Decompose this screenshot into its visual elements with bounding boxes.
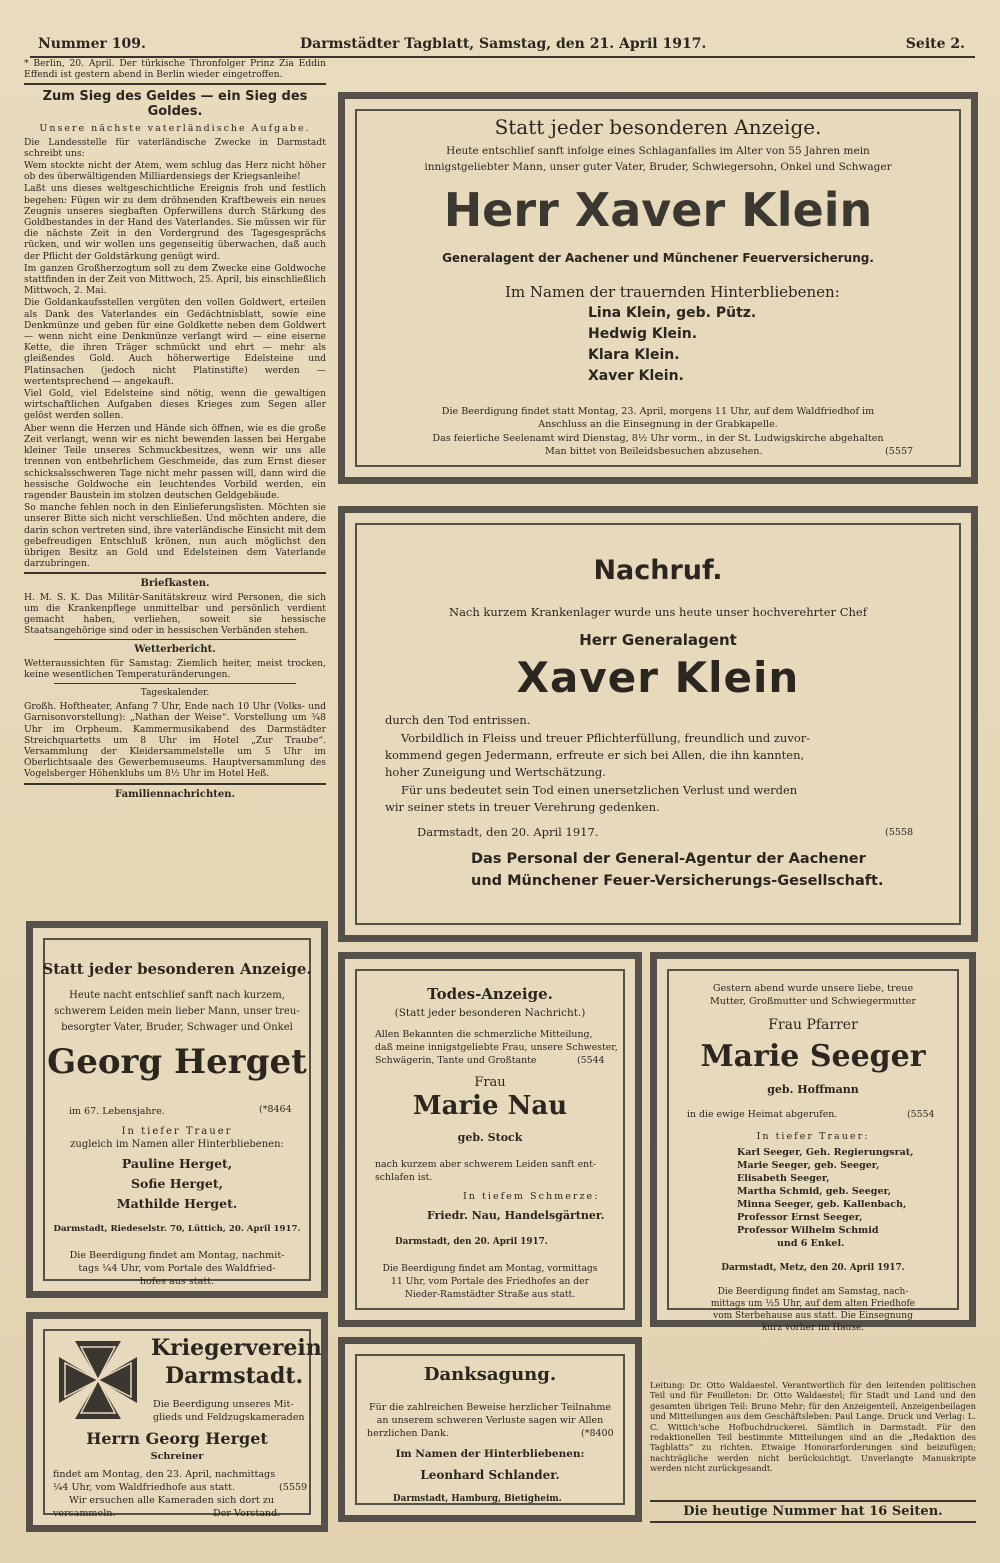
article-subheadline: Unsere nächste vaterländische Aufgabe. — [39, 123, 311, 135]
ad-code: (*8464 — [259, 1104, 292, 1115]
mourner-name: Karl Seeger, Geh. Regierungsrat, — [737, 1147, 914, 1158]
ad-title: Darmstadt. — [165, 1363, 304, 1389]
ad-text: kurz vorher im Hause. — [761, 1323, 865, 1333]
mourner-name: Professor Wilhelm Schmid — [737, 1225, 879, 1236]
ad-title: Kriegerverein — [151, 1335, 322, 1361]
masthead-title: Darmstädter Tagblatt, Samstag, den 21. April 1917. — [300, 36, 707, 52]
ad-text: Die Beerdigung unseres Mit- — [153, 1399, 294, 1410]
mourner-name: Elisabeth Seeger, — [737, 1173, 830, 1184]
ad-title: Danksagung. — [423, 1364, 557, 1385]
ad-text: Anschluss an die Einsegnung in der Grabkapelle. — [538, 419, 778, 430]
deceased-name: Herrn Georg Herget — [86, 1429, 268, 1448]
ad-code: (5558 — [885, 827, 914, 838]
obituary-ad-nau — [338, 952, 642, 1327]
ad-code: (5559 — [279, 1482, 308, 1493]
ad-text: Schwägerin, Tante und Großtante — [375, 1055, 537, 1066]
ad-text: daß meine innigstgeliebte Frau, unsere Schwester, — [375, 1042, 618, 1053]
ad-signature: Der Vorstand. — [213, 1508, 281, 1519]
ad-text: versammeln. — [53, 1508, 116, 1519]
mourner-name: Mathilde Herget. — [116, 1196, 238, 1211]
ad-date: Darmstadt, den 20. April 1917. — [395, 1237, 548, 1247]
ad-text: zugleich im Namen aller Hinterbliebenen: — [70, 1139, 284, 1150]
ad-text: Gestern abend wurde unsere liebe, treue — [712, 983, 914, 994]
ad-text: in die ewige Heimat abgerufen. — [687, 1109, 838, 1120]
divider — [54, 639, 296, 640]
ad-text: innigstgeliebter Mann, unser guter Vater, Bruder, Schwiegersohn, Onkel und Schwager — [424, 161, 892, 173]
article-paragraph: Aber wenn die Herzen und Hände sich öffnen, wie es die große Zeit verlangt, wenn wir es nicht bewenden lassen bei Hergabe kleiner Teile unseres Schmuckbesitzes, wenn wir uns alle trennen von entbehrlichem Geschmeide, das zum Ernst dieser schicksalsschweren Tage nicht mehr passen will, dann wird die hessische Goldwoche ein leuchtendes Vorbild werden, ein ragender Baustein im stolzen deutschen Geldgebäude. — [24, 422, 326, 501]
ad-signature: Leonhard Schlander. — [420, 1468, 560, 1482]
ad-text: Die Beerdigung findet am Montag, vormittags — [382, 1263, 598, 1274]
mourner-name: Marie Seeger, geb. Seeger, — [737, 1160, 880, 1171]
ad-place: Darmstadt, Riedeselstr. 70, Lüttich, 20. April 1917. — [53, 1224, 301, 1234]
ad-subtitle: Herr Generalagent — [579, 631, 737, 649]
ad-text: nach kurzem aber schwerem Leiden sanft ent- — [375, 1159, 597, 1170]
ad-signature: und Münchener Feuer-Versicherungs-Gesellschaft. — [471, 873, 884, 889]
ad-code: (5554 — [907, 1109, 935, 1120]
masthead — [30, 34, 975, 58]
obituary-ad-seeger — [650, 952, 976, 1333]
ad-text: Vorbildlich in Fleiss und treuer Pflichterfüllung, freundlich und zuvor- — [401, 731, 811, 745]
page-count-note: Die heutige Nummer hat 16 Seiten. — [650, 1500, 976, 1523]
article-paragraph: So manche fehlen noch in den Einlieferungslisten. Möchten sie unserer Bitte sich nicht verschließen. Und möchten andere, die darin schon vertreten sind, ihre vaterländische Einsicht mit dem gebefreudigen Entschluß krönen, nun auch möglichst den übrigen Besitz an Gold und Edelsteinen dem Vaterlande darzubringen. — [24, 502, 326, 570]
mourner-name: Hedwig Klein. — [588, 326, 698, 342]
ad-title: Nachruf. — [593, 555, 723, 586]
news-item: * Berlin, 20. April. Der türkische Thronfolger Prinz Zia Eddin Effendi ist gestern abend in Berlin wieder eingetroffen. — [24, 58, 326, 81]
ad-text: Die Beerdigung findet am Samstag, nach- — [717, 1287, 909, 1297]
ad-text: durch den Tod entrissen. — [385, 713, 531, 727]
ad-title: Statt jeder besonderen Anzeige. — [494, 115, 822, 139]
deceased-name: Marie Nau — [412, 1091, 568, 1121]
ad-text: Im Namen der Hinterbliebenen: — [395, 1448, 585, 1460]
ad-text: findet am Montag, den 23. April, nachmittags — [53, 1469, 276, 1480]
ad-text: Frau — [474, 1075, 506, 1090]
page-number: Seite 2. — [905, 36, 965, 52]
mourner-name: Sofie Herget, — [131, 1176, 223, 1191]
mourner-name: Martha Schmid, geb. Seeger, — [737, 1186, 892, 1197]
ad-text: Frau Pfarrer — [768, 1017, 858, 1033]
ad-text: Das feierliche Seelenamt wird Dienstag, 8½ Uhr vorm., in der St. Ludwigskirche abgehalten — [432, 433, 884, 444]
ad-text: hofes aus statt. — [139, 1276, 215, 1287]
ad-text: Mutter, Großmutter und Schwiegermutter — [709, 996, 917, 1007]
ad-signature: Das Personal der General-Agentur der Aachener — [471, 851, 866, 867]
ad-text: Für uns bedeutet sein Tod einen unersetzlichen Verlust und werden — [401, 783, 798, 797]
ad-title: Todes-Anzeige. — [427, 985, 553, 1003]
ad-text: Heute nacht entschlief sanft nach kurzem, — [69, 990, 285, 1001]
ad-text: kommend gegen Jedermann, erfreute er sich bei Allen, die ihn kannten, — [385, 748, 805, 762]
divider — [24, 783, 326, 785]
ad-text: an unserem schweren Verluste sagen wir Allen — [376, 1415, 604, 1426]
deceased-name: Xaver Klein — [516, 653, 800, 702]
iron-cross-icon — [55, 1337, 141, 1423]
ad-text: vom Sterbehause aus statt. Die Einsegnung — [713, 1311, 913, 1321]
ad-text: wir seiner stets in treuer Verehrung gedenken. — [385, 800, 660, 814]
ad-text: schwerem Leiden mein lieber Mann, unser treu- — [54, 1006, 300, 1017]
section-heading: Wetterbericht. — [134, 644, 216, 656]
divider — [54, 683, 296, 684]
article-paragraph: Wem stockte nicht der Atem, wem schlug das Herz nicht höher ob des überwältigenden Milliardensiegs der Kriegsanleihe! — [24, 160, 326, 183]
ad-text: mittags um ½5 Uhr, auf dem alten Friedhofe — [710, 1299, 916, 1309]
ad-text: Für die zahlreichen Beweise herzlicher Teilnahme — [369, 1402, 611, 1413]
ad-text: In tiefer Trauer — [121, 1126, 233, 1137]
ad-text: hoher Zuneigung und Wertschätzung. — [385, 765, 606, 779]
ad-text: In tiefem Schmerze: — [463, 1191, 600, 1202]
thanks-ad-schlander — [338, 1337, 642, 1522]
ad-code: (5544 — [577, 1055, 605, 1066]
section-text: H. M. S. K. Das Militär-Sanitätskreuz wird Personen, die sich um die Krankenpflege unmittelbar und persönlich verdient gemacht haben, verliehen, soweit sie hessische Staatsangehörige sind oder in hessischen Verbänden stehen. — [24, 591, 326, 637]
issue-number: Nummer 109. — [38, 36, 146, 52]
mourner-name: Lina Klein, geb. Pütz. — [588, 305, 757, 321]
mourner-name: Pauline Herget, — [121, 1156, 233, 1171]
ad-text: 11 Uhr, vom Portale des Friedhofes an der — [391, 1276, 589, 1287]
ad-role: Generalagent der Aachener und Münchener Feuerversicherung. — [442, 251, 874, 265]
ad-text: Nach kurzem Krankenlager wurde uns heute unser hochverehrter Chef — [449, 605, 867, 619]
obituary-ad-klein — [338, 92, 978, 484]
ad-signature: Friedr. Nau, Handelsgärtner. — [427, 1209, 605, 1222]
divider — [24, 572, 326, 574]
ad-text: Man bittet von Beileidsbesuchen abzusehen. — [545, 446, 763, 457]
ad-text: Heute entschlief sanft infolge eines Schlaganfalles im Alter von 55 Jahren mein — [446, 145, 870, 157]
ad-date: Darmstadt, Hamburg, Bietigheim. — [393, 1494, 562, 1504]
mourner-name: Klara Klein. — [588, 347, 680, 363]
ad-date: Darmstadt, Metz, den 20. April 1917. — [721, 1263, 905, 1273]
obituary-ad-kriegerverein — [26, 1312, 328, 1532]
section-text: Großh. Hoftheater, Anfang 7 Uhr, Ende nach 10 Uhr (Volks- und Garnisonvorstellung): „Nathan der Weise“. Vorstellung um ¾8 Uhr im Orpheum. Kammermusikabend des Darmstädter Streichquartetts um 8 Uhr im Hotel „Zur Traube“. Versammlung der Kleidersammelstelle um 5 Uhr im Oberlichtsaale des Gewerbemuseums. Hauptversammlung des Vogelsberger Höhenklubs um 8½ Uhr im Hotel Heß. — [24, 701, 326, 780]
article-paragraph: Die Landesstelle für vaterländische Zwecke in Darmstadt schreibt uns: — [24, 136, 326, 159]
article-paragraph: Im ganzen Großherzogtum soll zu dem Zwecke eine Goldwoche stattfinden in der Zeit von Mittwoch, 25. April, bis einschließlich Mittwoch, 2. Mai. — [24, 262, 326, 297]
imprint: Leitung: Dr. Otto Waldaestel. Verantwortlich für den leitenden politischen Teil und für Feuilleton: Dr. Otto Waldaestel; für Stadt und Land und den gesamten übrigen Teil: Bruno Mehr; für den Anzeigenteil, Anzeigenbeilagen und Mitteilungen aus dem Geschäftsleben: Paul Lange. Druck und Verlag: L. C. Wittich'sche Hofbuchdruckerei. Sämtlich in Darmstadt. Für den redaktionellen Teil bestimmte Mitteilungen sind an die „Redaktion des Tagblatts“ zu richten. Etwaige Honorarforderungen sind beizufügen; nachträgliche werden nicht berücksichtigt. Unverlangte Manuskripte werden nicht zurückgesandt. — [650, 1380, 976, 1474]
mourner-name: Xaver Klein. — [588, 368, 684, 384]
ad-title: Statt jeder besonderen Anzeige. — [42, 960, 312, 978]
ad-text: geb. Hoffmann — [767, 1083, 859, 1096]
article-paragraph: Laßt uns dieses weltgeschichtliche Ereignis froh und festlich begehen: Fügen wir zu dem dröhnenden Kraftbeweis ein neues Zeugnis unseres siegbaften Opferwillens durch Stärkung des Goldbestandes in der Hand des Vaterlandes. Sie müssen wir für die nächste Zeit in den Vordergrund des Tagesgesprächs rücken, und wir wollen uns gegenseitig überwachen, daß auch der Pflicht der Goldstärkung genügt wird. — [24, 183, 326, 262]
ad-text: Die Beerdigung findet statt Montag, 23. April, morgens 11 Uhr, auf dem Waldfriedhof im — [441, 406, 875, 417]
ad-text: In tiefer Trauer: — [756, 1131, 870, 1142]
article-paragraph: Viel Gold, viel Edelsteine sind nötig, wenn die gewaltigen wirtschaftlichen Aufgaben dieses Krieges zum Segen aller gelöst werden sollen. — [24, 388, 326, 422]
section-heading: Tageskalender. — [140, 687, 210, 698]
mourner-name: Professor Ernst Seeger, — [737, 1212, 863, 1223]
ad-code: (5557 — [885, 446, 914, 457]
ad-text: Nieder-Ramstädter Straße aus statt. — [404, 1289, 576, 1300]
ad-text: im 67. Lebensjahre. — [69, 1106, 165, 1117]
deceased-name: Herr Xaver Klein — [443, 183, 873, 237]
obituary-ad-herget — [26, 921, 328, 1298]
ad-text: tags ¼4 Uhr, vom Portale des Waldfried- — [78, 1263, 276, 1274]
ad-subtitle: (Statt jeder besonderen Nachricht.) — [394, 1007, 586, 1019]
ad-text: herzlichen Dank. — [367, 1428, 449, 1439]
ad-text: Wir ersuchen alle Kameraden sich dort zu — [69, 1495, 275, 1506]
ad-date: Darmstadt, den 20. April 1917. — [417, 825, 599, 839]
ad-text: schlafen ist. — [375, 1172, 433, 1183]
ad-text: Allen Bekannten die schmerzliche Mitteilung, — [375, 1029, 593, 1040]
ad-text: glieds und Feldzugskameraden — [153, 1412, 305, 1423]
section-text: Wetteraussichten für Samstag: Ziemlich heiter, meist trocken, keine wesentlichen Temperaturänderungen. — [24, 657, 326, 680]
mourner-name: Minna Seeger, geb. Kallenbach, — [737, 1199, 907, 1210]
ad-text: ¼4 Uhr, vom Waldfriedhofe aus statt. — [53, 1482, 236, 1493]
section-heading: Briefkasten. — [140, 578, 210, 590]
article-headline: Zum Sieg des Geldes — ein Sieg des Goldes. — [42, 89, 308, 120]
obituary-ad-nachruf — [338, 506, 978, 942]
ad-text: Im Namen der trauernden Hinterbliebenen: — [505, 283, 840, 301]
divider — [24, 83, 326, 85]
ad-code: (*8400 — [581, 1428, 614, 1439]
ad-text: geb. Stock — [457, 1131, 523, 1144]
mourner-name: und 6 Enkel. — [777, 1238, 845, 1249]
ad-text: Die Beerdigung findet am Montag, nachmit- — [69, 1250, 285, 1261]
ad-text: Schreiner — [150, 1451, 204, 1462]
deceased-name: Georg Herget — [47, 1042, 307, 1082]
deceased-name: Marie Seeger — [700, 1039, 926, 1074]
section-heading: Familiennachrichten. — [115, 788, 235, 800]
article-paragraph: Die Goldankaufsstellen vergüten den vollen Goldwert, erteilen als Dank des Vaterlandes ein Gedächtnisblatt, sowie eine Denkmünze und geben für eine Goldkette neben dem Goldwert — wenn nicht eine Denkmünze verlangt wird — eine eiserne Kette, die ihren Träger schmückt und ehrt — mehr als gleißendes Gold. Auch höherwertige Edelsteine und Platinsachen (jedoch nicht Platinstifte) werden — wertentsprechend — angekauft. — [24, 297, 326, 387]
ad-text: besorgter Vater, Bruder, Schwager und Onkel — [61, 1022, 293, 1033]
